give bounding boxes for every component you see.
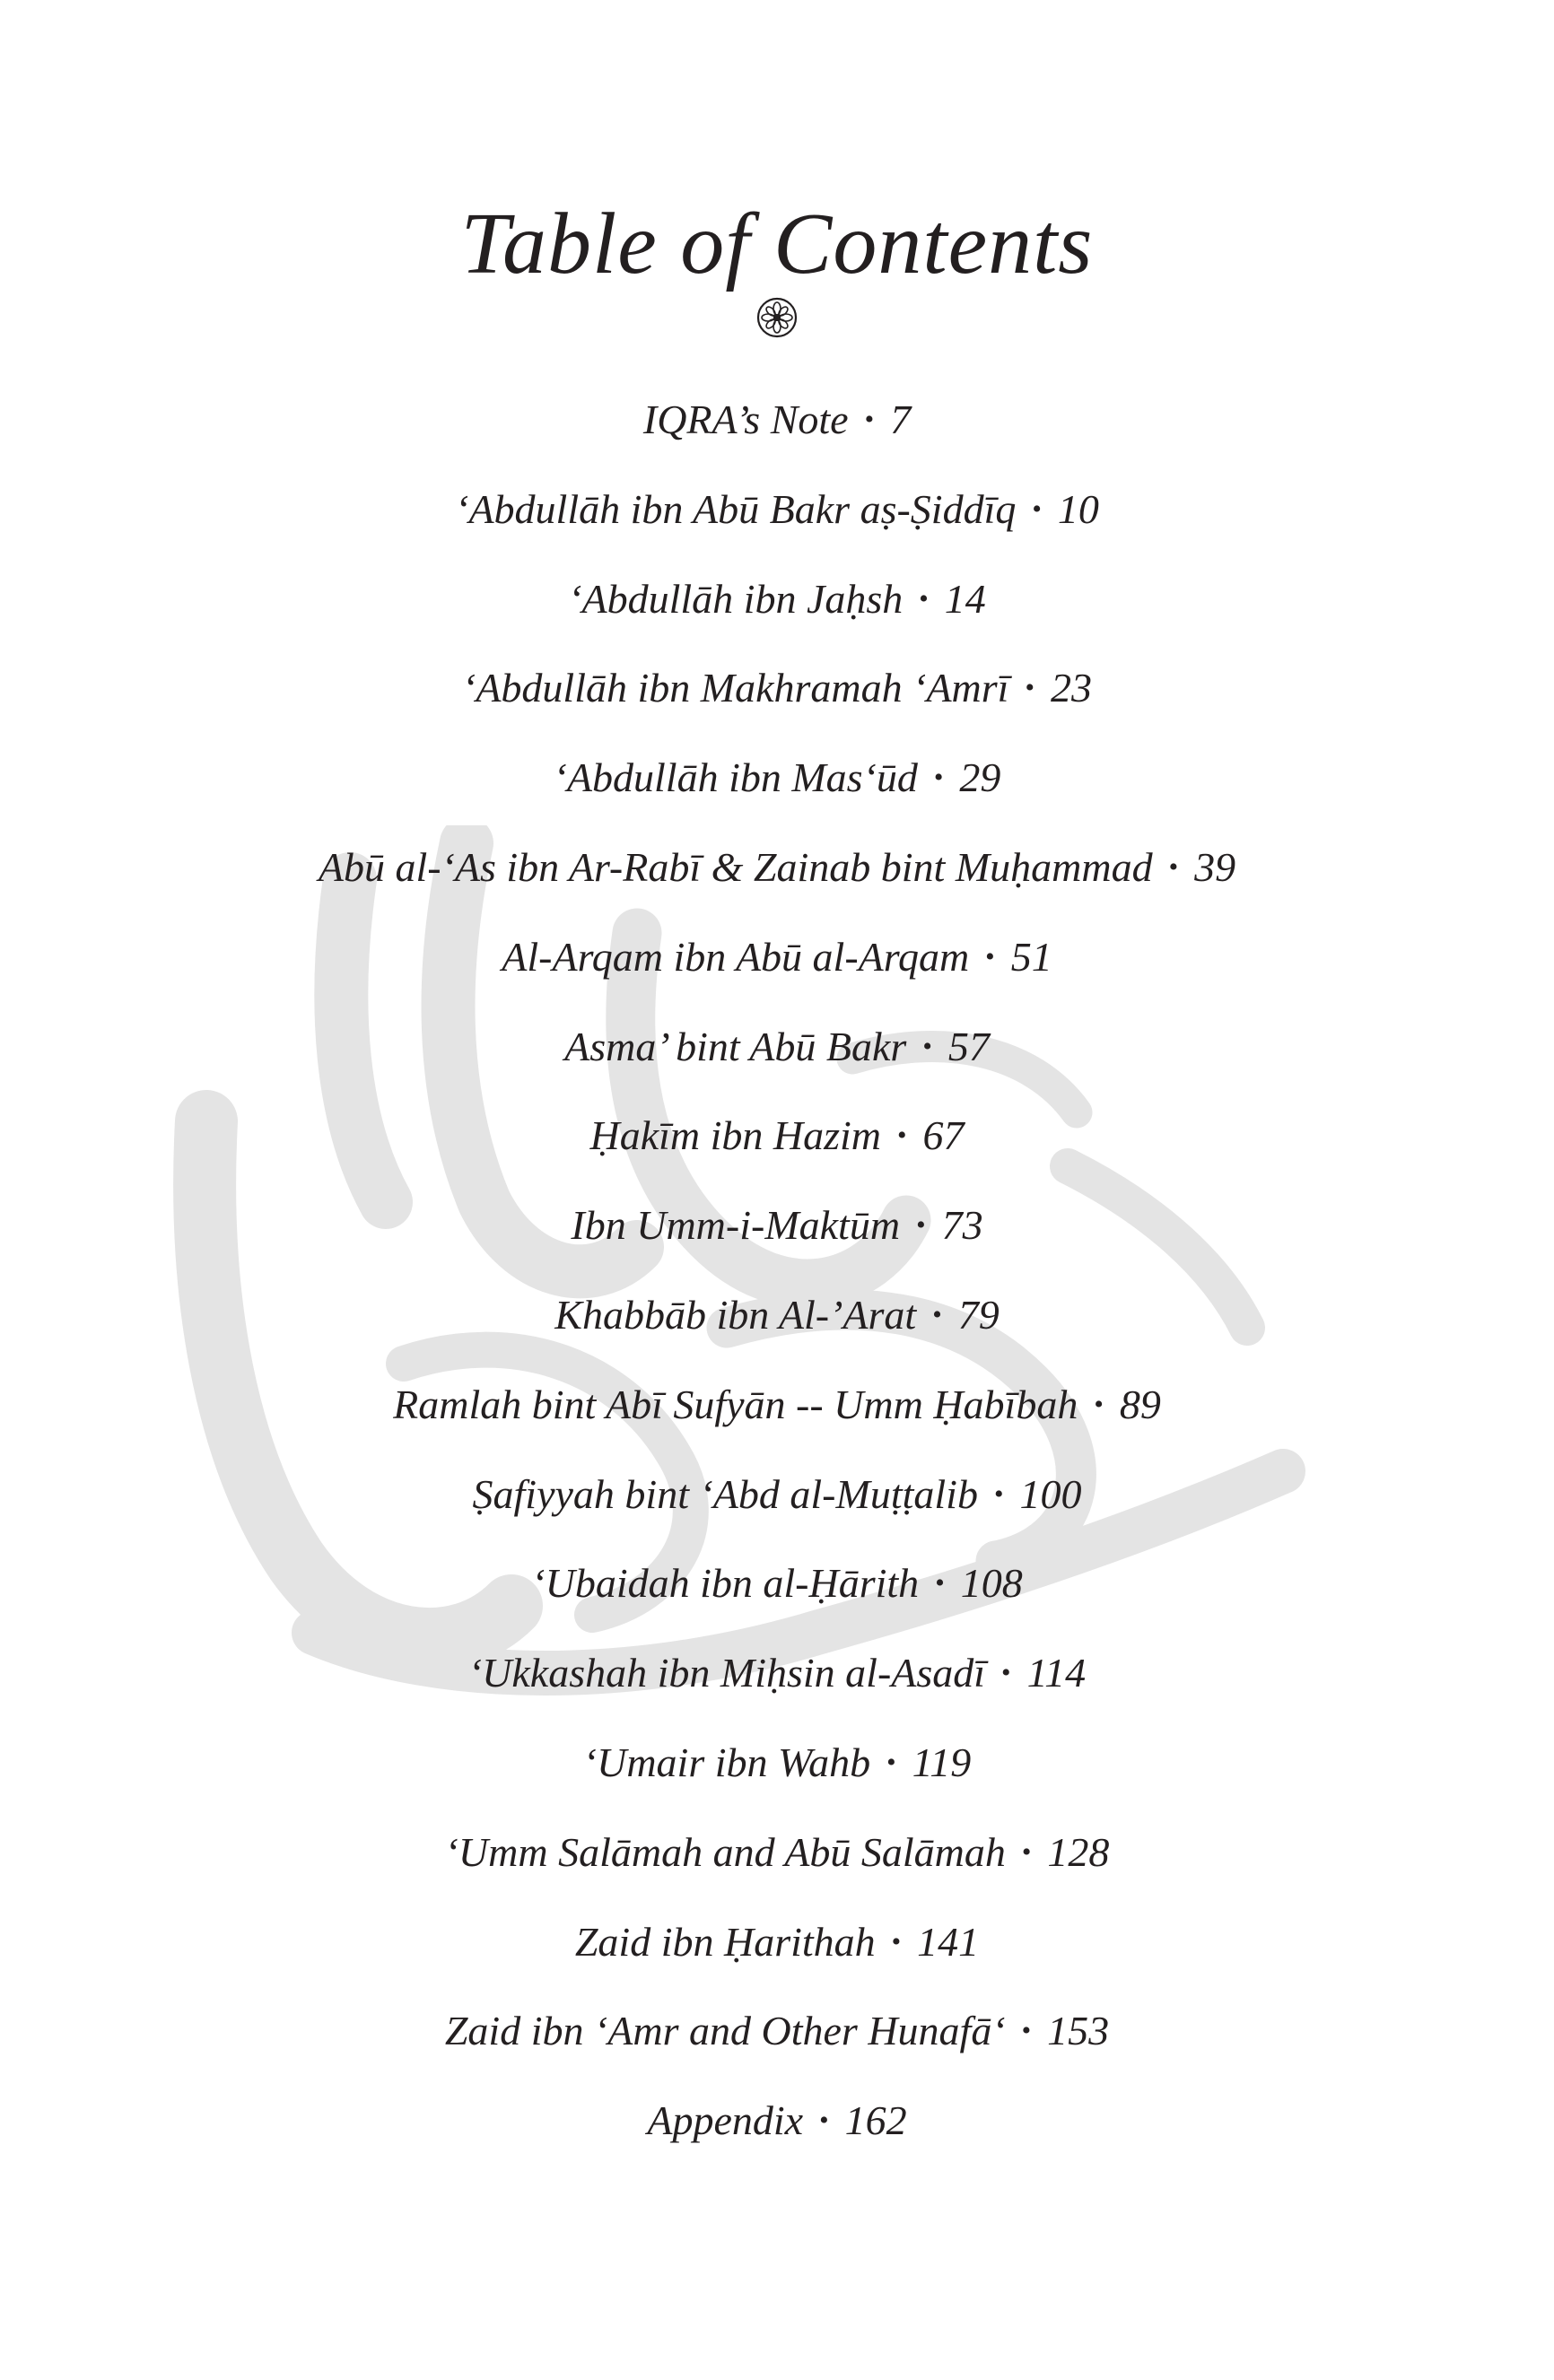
table-of-contents xyxy=(0,375,1554,2166)
bullet-separator-icon: • xyxy=(916,1210,926,1241)
toc-entry-title: Zaid ibn Ḥarithah xyxy=(574,1918,876,1965)
bullet-separator-icon: • xyxy=(1032,493,1042,524)
toc-entry-title: Al-Arqam ibn Abū al-Arqam xyxy=(502,933,970,980)
toc-entry xyxy=(0,1360,1554,1450)
toc-entry-page-number: 29 xyxy=(959,754,1001,801)
toc-entry-title: Ḥakīm ibn Hazim xyxy=(589,1112,882,1159)
toc-entry-title: Ramlah bint Abī Sufyān -- Umm Ḥabībah xyxy=(393,1381,1078,1427)
bullet-separator-icon: • xyxy=(922,1031,932,1061)
toc-entry-title: Abū al-‘As ibn Ar-Rabī & Zainab bint Muḥammad xyxy=(318,843,1153,890)
toc-entry-title: Asma’ bint Abū Bakr xyxy=(564,1023,907,1069)
toc-entry-page-number: 73 xyxy=(941,1202,983,1249)
toc-entry xyxy=(0,554,1554,644)
toc-entry-page-number: 57 xyxy=(947,1023,990,1069)
bullet-separator-icon: • xyxy=(1021,2016,1032,2046)
toc-entry xyxy=(0,912,1554,1002)
toc-entry xyxy=(0,1539,1554,1628)
bullet-separator-icon: • xyxy=(1001,1658,1011,1688)
toc-entry xyxy=(0,643,1554,733)
toc-entry-page-number: 162 xyxy=(844,2097,907,2144)
toc-entry-title: ‘Umm Salāmah and Abū Salāmah xyxy=(444,1828,1006,1875)
bullet-separator-icon: • xyxy=(1094,1389,1104,1419)
toc-entry xyxy=(0,1808,1554,1897)
toc-entry xyxy=(0,1270,1554,1360)
toc-entry-page-number: 89 xyxy=(1119,1381,1161,1427)
toc-entry-title: ‘Abdullāh ibn Mas‘ūd xyxy=(553,754,918,801)
bullet-separator-icon: • xyxy=(935,1568,945,1599)
toc-entry xyxy=(0,375,1554,465)
toc-entry xyxy=(0,733,1554,823)
bullet-separator-icon: • xyxy=(1021,1836,1032,1867)
toc-entry-page-number: 14 xyxy=(944,575,986,622)
toc-entry-title: Ibn Umm-i-Maktūm xyxy=(571,1202,901,1249)
toc-entry-title: ‘Umair ibn Wahb xyxy=(582,1739,871,1785)
bullet-separator-icon: • xyxy=(864,405,875,434)
bullet-separator-icon: • xyxy=(897,1120,907,1151)
toc-entry xyxy=(0,1628,1554,1718)
toc-entry xyxy=(0,1718,1554,1808)
toc-entry-title: IQRA’s Note xyxy=(642,397,849,442)
toc-entry-page-number: 23 xyxy=(1050,665,1092,711)
bullet-separator-icon: • xyxy=(993,1478,1004,1509)
toc-entry-title: Khabbāb ibn Al-’Arat xyxy=(554,1291,917,1338)
toc-entry xyxy=(0,823,1554,912)
toc-entry xyxy=(0,1002,1554,1092)
toc-entry-page-number: 114 xyxy=(1026,1650,1087,1696)
toc-entry xyxy=(0,1091,1554,1181)
toc-entry-title: ‘Abdullāh ibn Jaḥsh xyxy=(568,575,904,622)
toc-entry-page-number: 100 xyxy=(1019,1470,1082,1517)
toc-entry-title: Ṣafiyyah bint ‘Abd al-Muṭṭalib xyxy=(472,1470,978,1517)
toc-entry-page-number: 153 xyxy=(1047,2008,1110,2054)
toc-entry xyxy=(0,1897,1554,1987)
bullet-separator-icon: • xyxy=(932,1299,942,1329)
toc-entry xyxy=(0,1181,1554,1270)
page-title: Table of Contents xyxy=(460,195,1094,292)
bullet-separator-icon: • xyxy=(919,583,929,614)
bullet-separator-icon: • xyxy=(1168,851,1179,882)
toc-entry-page-number: 67 xyxy=(922,1112,965,1159)
toc-entry xyxy=(0,1986,1554,2076)
toc-entry-page-number: 39 xyxy=(1194,843,1236,890)
toc-entry xyxy=(0,2076,1554,2166)
toc-entry-page-number: 128 xyxy=(1047,1828,1110,1875)
flower-ornament-icon xyxy=(755,296,799,339)
toc-entry-page-number: 108 xyxy=(960,1560,1023,1607)
toc-entry-page-number: 7 xyxy=(890,397,912,442)
toc-entry xyxy=(0,1450,1554,1539)
toc-entry-page-number: 10 xyxy=(1057,485,1099,532)
bullet-separator-icon: • xyxy=(886,1747,896,1777)
toc-entry-title: Appendix xyxy=(647,2097,804,2144)
toc-entry-page-number: 79 xyxy=(957,1291,1000,1338)
toc-entry-title: ‘Abdullāh ibn Abū Bakr aṣ-Ṣiddīq xyxy=(455,485,1017,532)
bullet-separator-icon: • xyxy=(819,2105,829,2136)
toc-entry-page-number: 119 xyxy=(912,1739,972,1785)
toc-entry-title: Zaid ibn ‘Amr and Other Hunafā‘ xyxy=(444,2008,1006,2054)
toc-entry-page-number: 141 xyxy=(917,1918,980,1965)
toc-entry-title: ‘Abdullāh ibn Makhramah ‘Amrī xyxy=(462,665,1009,711)
toc-entry xyxy=(0,465,1554,554)
bullet-separator-icon: • xyxy=(1025,673,1035,703)
bullet-separator-icon: • xyxy=(933,763,944,793)
bullet-separator-icon: • xyxy=(891,1926,902,1957)
toc-entry-title: ‘Ukkashah ibn Miḥsin al-Asadī xyxy=(467,1650,986,1696)
toc-entry-title: ‘Ubaidah ibn al-Ḥārith xyxy=(531,1560,920,1607)
toc-entry-page-number: 51 xyxy=(1010,933,1052,980)
bullet-separator-icon: • xyxy=(985,941,995,972)
